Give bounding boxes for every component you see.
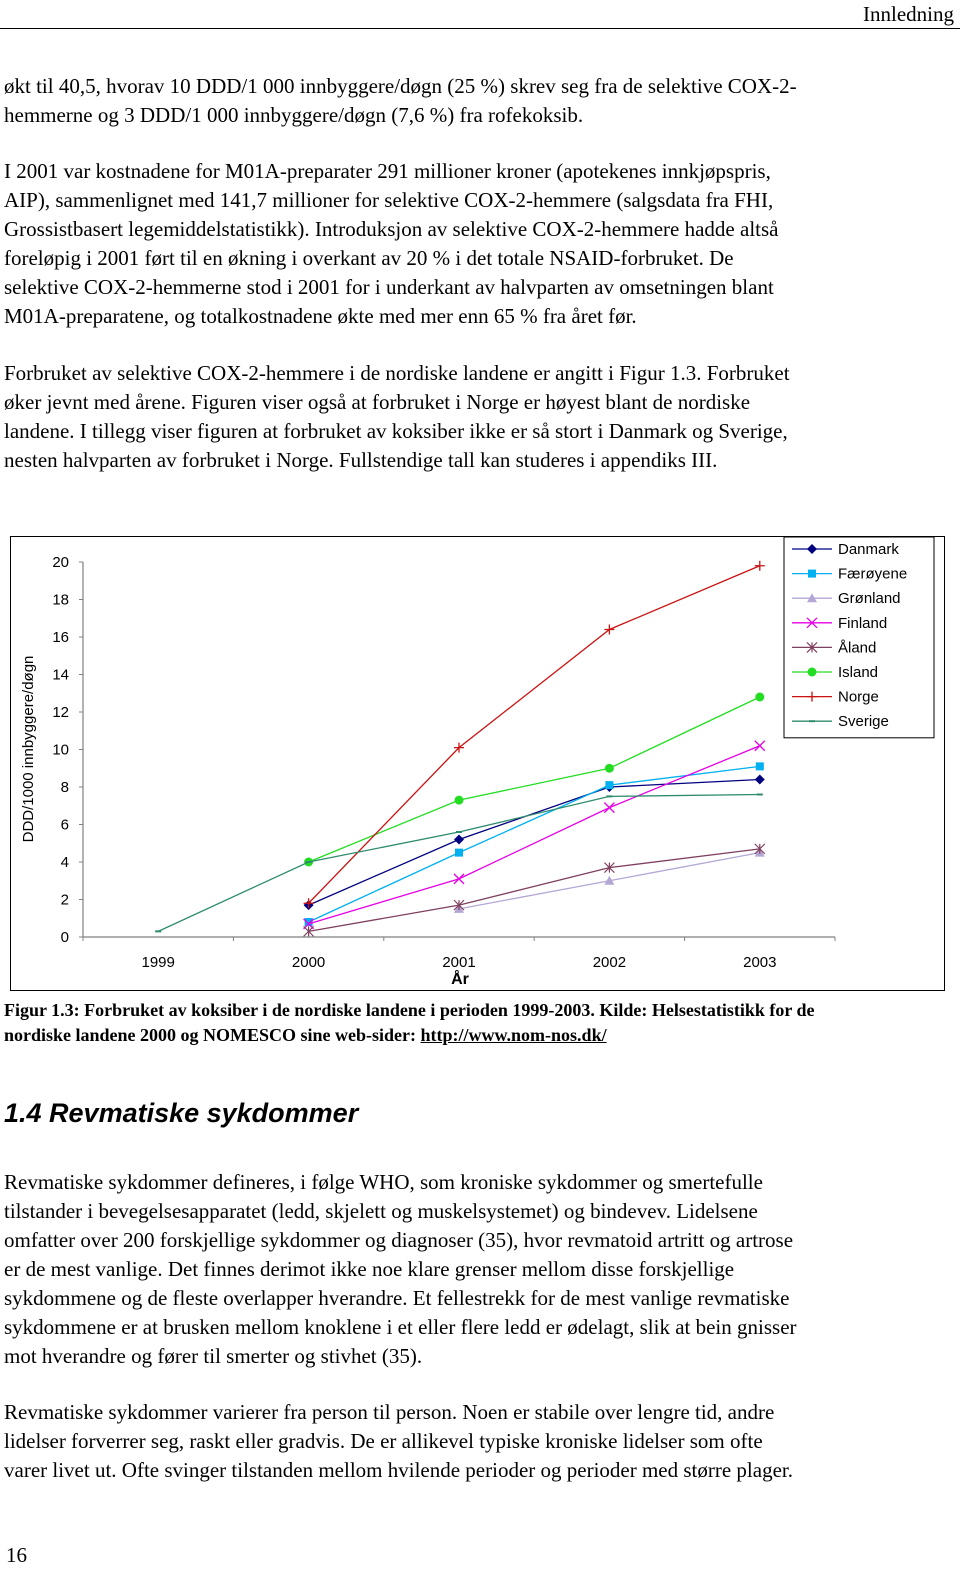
x-tick-label: 1999	[141, 954, 175, 971]
paragraph-4	[4, 1168, 950, 1371]
header-title: Innledning	[863, 2, 954, 26]
y-tick-label: 0	[60, 929, 69, 946]
series-norge	[304, 561, 765, 909]
data-point	[755, 741, 765, 751]
data-point	[454, 874, 464, 884]
text-line: øker jevnt med årene. Figuren viser også at forbruket i Norge er høyest blant de nordiske	[4, 390, 751, 414]
text-line: omfatter over 200 forskjellige sykdommer og diagnoser (35), hvor revmatoid artritt og artrose	[4, 1228, 794, 1252]
x-tick-label: 2002	[592, 954, 627, 971]
caption-text: nordiske landene 2000 og NOMESCO sine web-sider:	[4, 1025, 421, 1045]
series-åland	[304, 844, 765, 937]
paragraph-3	[4, 359, 950, 475]
data-point	[756, 762, 764, 770]
text-line: Forbruket av selektive COX-2-hemmere i de nordiske landene er angitt i Figur 1.3. Forbruket	[4, 361, 790, 385]
legend-label: Norge	[838, 688, 879, 706]
series-finland	[304, 741, 765, 929]
data-point	[604, 803, 614, 813]
data-point	[455, 849, 463, 857]
y-tick-label: 18	[52, 591, 69, 609]
text-line: foreløpig i 2001 ført til en økning i overkant av 20 % i det totale NSAID-forbruket. De	[4, 246, 734, 270]
text-line: Revmatiske sykdommer varierer fra person til person. Noen er stabile over lengre tid, andre	[4, 1400, 775, 1424]
data-point	[755, 775, 765, 785]
legend-label: Finland	[838, 614, 888, 632]
series-færøyene	[305, 762, 764, 926]
header-rule	[0, 28, 960, 29]
legend-label: Grønland	[838, 590, 901, 608]
line-chart	[11, 537, 944, 990]
text-line: økt til 40,5, hvorav 10 DDD/1 000 innbyggere/døgn (25 %) skrev seg fra de selektive COX-2-	[4, 74, 797, 98]
source-link[interactable]: http://www.nom-nos.dk/	[420, 1025, 607, 1045]
text-line: Grossistbasert legemiddelstatistikk). Introduksjon av selektive COX-2-hemmere hadde altså	[4, 217, 779, 241]
y-tick-label: 2	[60, 891, 69, 909]
series-line	[309, 566, 760, 904]
series-grønland	[454, 848, 765, 913]
text-line: landene. I tillegg viser figuren at forbruket av koksiber ikke er så stort i Danmark og Sverige,	[4, 419, 788, 443]
y-tick-label: 8	[60, 779, 69, 796]
y-tick-label: 4	[60, 854, 69, 871]
text-line: sykdommene er at brusken mellom knoklene i et eller flere ledd er ødelagt, slik at bein gnisser	[4, 1315, 797, 1339]
text-line: selektive COX-2-hemmerne stod i 2001 for i underkant av halvparten av omsetningen blant	[4, 275, 774, 299]
y-tick-label: 12	[52, 704, 69, 721]
data-point	[605, 764, 614, 773]
text-line: sykdommene og de fleste overlapper hverandre. Et fellestrekk for de mest vanlige revmatiske	[4, 1286, 790, 1310]
data-point	[605, 781, 613, 789]
x-tick-label: 2001	[442, 954, 476, 971]
y-tick-label: 14	[52, 666, 69, 684]
y-tick-label: 16	[52, 629, 69, 646]
paragraph-5	[4, 1398, 950, 1485]
text-line: hemmerne og 3 DDD/1 000 innbyggere/døgn (7,6 %) fra rofekoksib.	[4, 103, 584, 127]
x-axis-label: År	[451, 971, 469, 988]
page-number: 16	[6, 1543, 27, 1567]
series-line	[309, 766, 760, 922]
text-line: tilstander i bevegelsesapparatet (ledd, skjelett og muskelsystemet) og bindevev. Lidelsene	[4, 1199, 758, 1223]
y-tick-label: 20	[52, 554, 69, 571]
text-line: M01A-preparatene, og totalkostnadene økte med mer enn 65 % fra året før.	[4, 304, 637, 328]
figure-caption	[4, 998, 950, 1048]
data-point	[755, 693, 764, 702]
legend-label: Åland	[838, 639, 877, 657]
y-tick-label: 6	[60, 816, 69, 834]
text-line: varer livet ut. Ofte svinger tilstanden mellom hvilende perioder og perioder med større plager.	[4, 1458, 793, 1482]
text-line: Revmatiske sykdommer defineres, i følge WHO, som kroniske sykdommer og smertefulle	[4, 1170, 763, 1194]
legend-label: Sverige	[838, 713, 889, 731]
chart-frame	[10, 536, 945, 991]
caption-line-2	[4, 1023, 950, 1048]
series-island	[304, 693, 764, 867]
data-point	[808, 570, 816, 578]
text-line: er de mest vanlige. Det finnes derimot ikke noe klare grenser mellom disse forskjellige	[4, 1257, 735, 1281]
y-axis-label: DDD/1000 innbyggere/døgn	[20, 655, 37, 843]
y-tick-label: 10	[52, 741, 69, 759]
data-point	[455, 796, 464, 805]
series-line	[309, 697, 760, 862]
section-heading: 1.4 Revmatiske sykdommer	[4, 1098, 359, 1128]
caption-line: Figur 1.3: Forbruket av koksiber i de nordiske landene i perioden 1999-2003. Kilde: Helsestatistikk for de	[4, 1000, 815, 1020]
x-tick-label: 2003	[743, 954, 777, 971]
x-tick-label: 2000	[291, 954, 326, 971]
text-line: AIP), sammenlignet med 141,7 millioner for selektive COX-2-hemmere (salgsdata fra FHI,	[4, 188, 774, 212]
text-line: lidelser forverrer seg, raskt eller gradvis. De er allikevel typiske kroniske lidelser som ofte	[4, 1429, 763, 1453]
text-line: I 2001 var kostnadene for M01A-preparater 291 millioner kroner (apotekenes innkjøpspris,	[4, 159, 771, 183]
legend-label: Færøyene	[838, 565, 908, 583]
data-point	[305, 918, 313, 926]
data-point	[454, 835, 464, 845]
data-point	[808, 668, 817, 677]
paragraph-1	[4, 72, 950, 130]
legend-label: Island	[838, 664, 879, 681]
data-point	[755, 561, 765, 571]
text-line: mot hverandre og fører til smerter og stivhet (35).	[4, 1344, 423, 1368]
paragraph-2	[4, 157, 950, 331]
legend-label: Danmark	[838, 541, 899, 558]
page-header	[0, 0, 960, 30]
text-line: nesten halvparten av forbruket i Norge. Fullstendige tall kan studeres i appendiks III.	[4, 448, 718, 472]
